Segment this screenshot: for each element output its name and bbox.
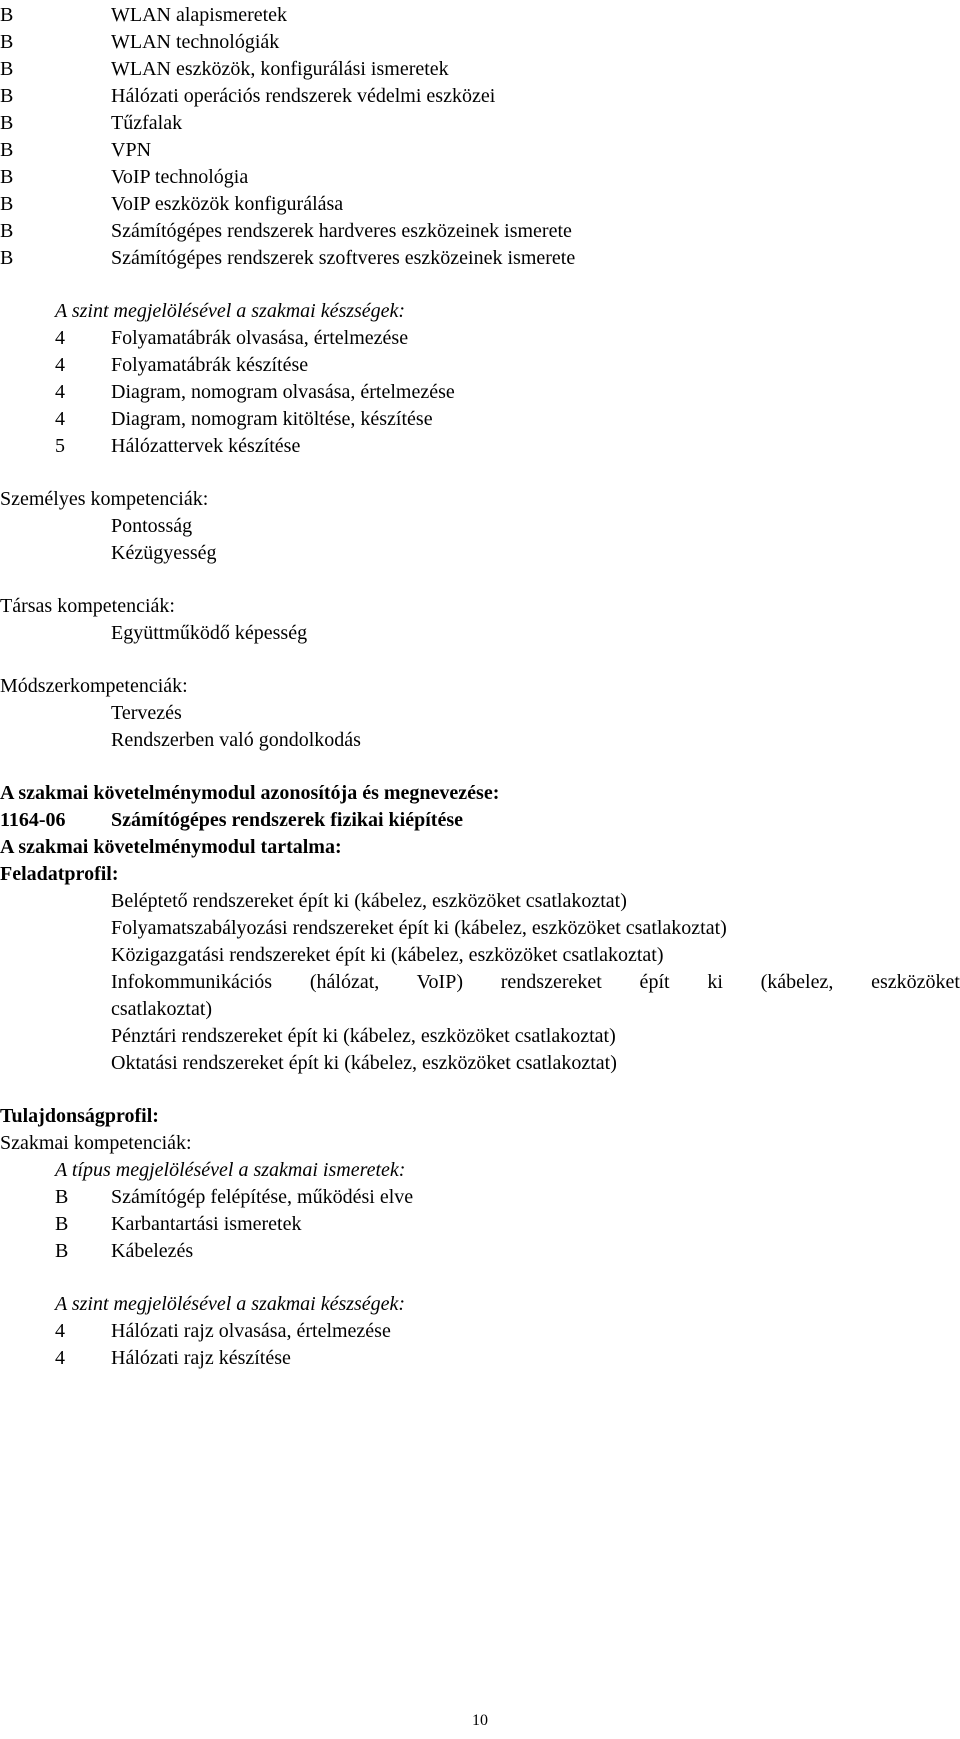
knowledge-heading-text: A típus megjelölésével a szakmai ismeretek: (55, 1159, 406, 1181)
item-text: WLAN technológiák (111, 31, 280, 53)
skills-heading-text: A szint megjelölésével a szakmai készségek: (55, 1293, 406, 1315)
type-code: B (0, 193, 14, 215)
level-code: 4 (55, 1347, 65, 1369)
module-name: Számítógépes rendszerek fizikai kiépítése (111, 809, 463, 831)
type-code: B (0, 85, 14, 107)
page-number: 10 (472, 1712, 488, 1729)
task-text: Folyamatszabályozási rendszereket épít ki (kábelez, eszközöket csatlakoztat) (111, 917, 727, 939)
item-text: Diagram, nomogram kitöltése, készítése (111, 408, 433, 430)
skills-heading-text: A szint megjelölésével a szakmai készségek: (55, 300, 406, 322)
item-text: Számítógépes rendszerek hardveres eszközeinek ismerete (111, 220, 572, 242)
item-text: WLAN alapismeretek (111, 4, 288, 26)
level-code: 4 (55, 408, 65, 430)
item-text: Együttműködő képesség (111, 622, 308, 644)
level-code: 5 (55, 435, 65, 457)
type-code: B (55, 1213, 69, 1235)
personal-heading-text: Személyes kompetenciák: (0, 488, 209, 510)
module-id-heading-text: A szakmai követelménymodul azonosítója és megnevezése: (0, 782, 500, 804)
type-code: B (55, 1186, 69, 1208)
type-code: B (0, 4, 14, 26)
item-text: Hálózati operációs rendszerek védelmi eszközei (111, 85, 496, 107)
item-text: Kábelezés (111, 1240, 194, 1262)
item-text: WLAN eszközök, konfigurálási ismeretek (111, 58, 449, 80)
task-text: Pénztári rendszereket épít ki (kábelez, eszközöket csatlakoztat) (111, 1025, 616, 1047)
type-code: B (55, 1240, 69, 1262)
task-text: Oktatási rendszereket épít ki (kábelez, eszközöket csatlakoztat) (111, 1052, 617, 1074)
type-code: B (0, 31, 14, 53)
item-text: Hálózati rajz készítése (111, 1347, 291, 1369)
social-heading-text: Társas kompetenciák: (0, 595, 175, 617)
item-text: VPN (111, 139, 152, 161)
type-code: B (0, 220, 14, 242)
method-heading-text: Módszerkompetenciák: (0, 675, 188, 697)
module-id: 1164-06 (0, 809, 66, 831)
item-text: Diagram, nomogram olvasása, értelmezése (111, 381, 455, 403)
task-text: Beléptető rendszereket épít ki (kábelez, eszközöket csatlakoztat) (111, 890, 627, 912)
item-text: Számítógép felépítése, működési elve (111, 1186, 414, 1208)
task-profile-heading-text: Feladatprofil: (0, 863, 119, 885)
item-text: Folyamatábrák készítése (111, 354, 309, 376)
item-text: Karbantartási ismeretek (111, 1213, 302, 1235)
professional-heading-text: Szakmai kompetenciák: (0, 1132, 192, 1154)
item-text: Tervezés (111, 702, 182, 724)
type-code: B (0, 112, 14, 134)
task-text: Infokommunikációs (hálózat, VoIP) rendszereket épít ki (kábelez, eszközöket (111, 971, 960, 993)
type-code: B (0, 139, 14, 161)
task-text: Közigazgatási rendszereket épít ki (kábelez, eszközöket csatlakoztat) (111, 944, 664, 966)
item-text: VoIP technológia (111, 166, 249, 188)
task-item (0, 967, 960, 997)
item-text: Rendszerben való gondolkodás (111, 729, 361, 751)
type-code: B (0, 247, 14, 269)
level-code: 4 (55, 1320, 65, 1342)
item-text: Folyamatábrák olvasása, értelmezése (111, 327, 409, 349)
type-code: B (0, 58, 14, 80)
level-code: 4 (55, 327, 65, 349)
item-text: Kézügyesség (111, 542, 217, 564)
task-text: csatlakoztat) (111, 998, 213, 1020)
type-code: B (0, 166, 14, 188)
item-text: Hálózati rajz olvasása, értelmezése (111, 1320, 391, 1342)
item-text: Pontosság (111, 515, 193, 537)
item-text: Hálózattervek készítése (111, 435, 301, 457)
property-profile-heading-text: Tulajdonságprofil: (0, 1105, 159, 1127)
module-content-heading-text: A szakmai követelménymodul tartalma: (0, 836, 342, 858)
level-code: 4 (55, 354, 65, 376)
level-code: 4 (55, 381, 65, 403)
item-text: Tűzfalak (111, 112, 183, 134)
item-text: VoIP eszközök konfigurálása (111, 193, 344, 215)
item-text: Számítógépes rendszerek szoftveres eszközeinek ismerete (111, 247, 576, 269)
